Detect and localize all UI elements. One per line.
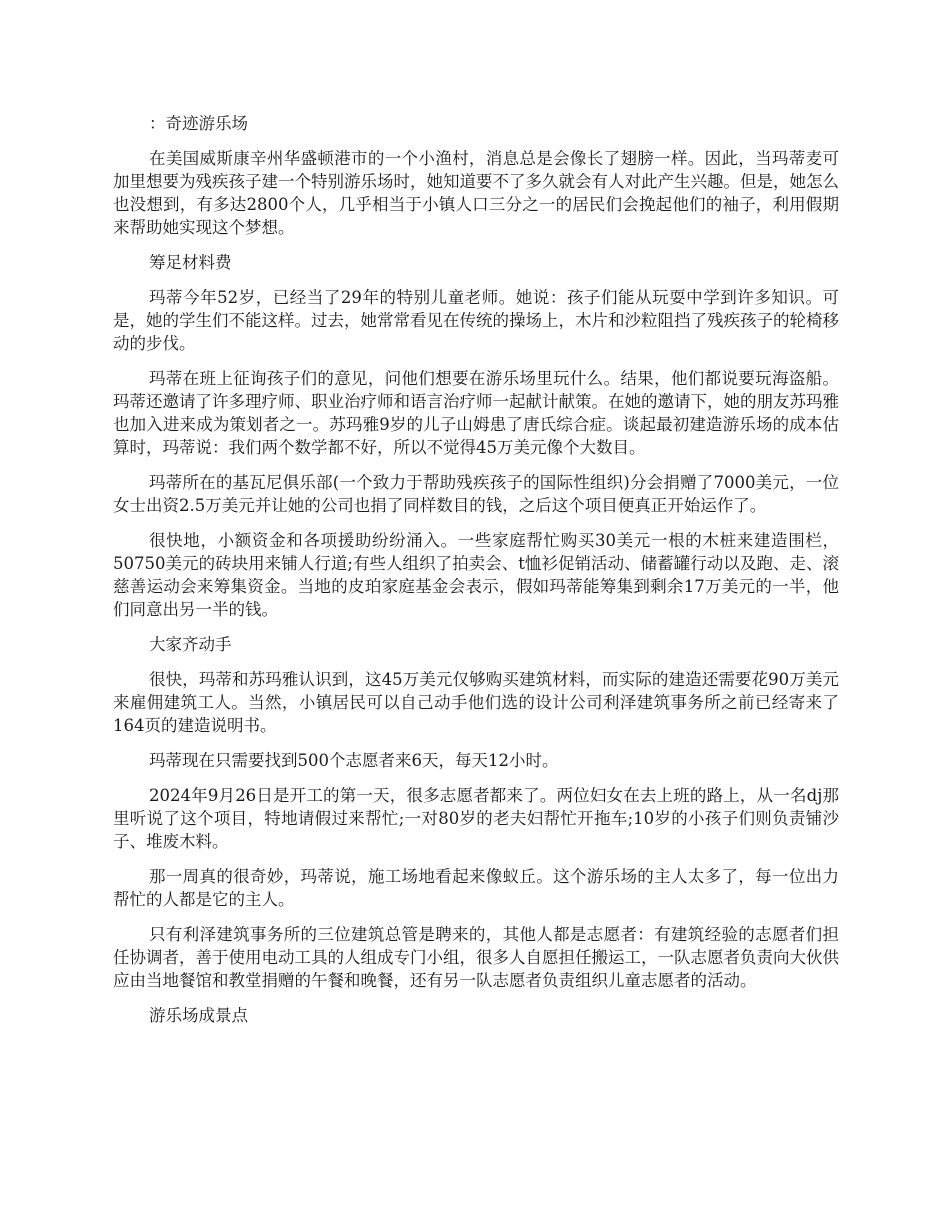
paragraph: 玛蒂在班上征询孩子们的意见，问他们想要在游乐场里玩什么。结果，他们都说要玩海盗船。玛蒂还邀请了许多理疗师、职业治疗师和语言治疗师一起献计献策。在她的邀请下，她的朋友苏玛雅也加入进来成为策划者之一。苏玛雅9岁的儿子山姆患了唐氏综合症。谈起最初建造游乐场的成本估算时，玛蒂说：我们两个数学都不好，所以不觉得45万美元像个大数目。 bbox=[113, 369, 839, 457]
paragraph: 只有利泽建筑事务所的三位建筑总管是聘来的，其他人都是志愿者：有建筑经验的志愿者们担任协调者，善于使用电动工具的人组成专门小组，很多人自愿担任搬运工，一队志愿者负责向大伙供应由当地餐馆和教堂捐赠的午餐和晚餐，还有另一队志愿者负责组织儿童志愿者的活动。 bbox=[113, 925, 839, 990]
paragraph: 2024年9月26日是开工的第一天，很多志愿者都来了。两位妇女在去上班的路上，从一名dj那里听说了这个项目，特地请假过来帮忙;一对80岁的老夫妇帮忙开拖车;10岁的小孩子们则负责铺沙子、堆废木料。 bbox=[113, 786, 839, 851]
paragraph: 很快，玛蒂和苏玛雅认识到，这45万美元仅够购买建筑材料，而实际的建造还需要花90万美元来雇佣建筑工人。当然，小镇居民可以自己动手他们选的设计公司利泽建筑事务所之前已经寄来了164页的建造说明书。 bbox=[113, 670, 839, 735]
paragraph: 那一周真的很奇妙，玛蒂说，施工场地看起来像蚁丘。这个游乐场的主人太多了，每一位出力帮忙的人都是它的主人。 bbox=[113, 867, 839, 909]
paragraph: 玛蒂今年52岁，已经当了29年的特别儿童老师。她说：孩子们能从玩耍中学到许多知识。可是，她的学生们不能这样。过去，她常常看见在传统的操场上，木片和沙粒阻挡了残疾孩子的轮椅移动的步伐。 bbox=[113, 288, 839, 353]
section-heading: 游乐场成景点 bbox=[149, 1006, 248, 1025]
document-page bbox=[113, 112, 839, 1039]
section-heading: 筹足材料费 bbox=[149, 253, 232, 272]
document-title: ：奇迹游乐场 bbox=[149, 114, 248, 133]
paragraph: 玛蒂现在只需要找到500个志愿者来6天，每天12小时。 bbox=[149, 751, 559, 770]
section-heading: 大家齐动手 bbox=[149, 635, 232, 654]
paragraph: 很快地，小额资金和各项援助纷纷涌入。一些家庭帮忙购买30美元一根的木桩来建造围栏，50750美元的砖块用来铺人行道;有些人组织了拍卖会、t恤衫促销活动、储蓄罐行动以及跑、走、滚慈善运动会来筹集资金。当地的皮珀家庭基金会表示，假如玛蒂能筹集到剩余17万美元的一半，他们同意出另一半的钱。 bbox=[113, 531, 839, 619]
paragraph: 玛蒂所在的基瓦尼俱乐部(一个致力于帮助残疾孩子的国际性组织)分会捐赠了7000美元，一位女士出资2.5万美元并让她的公司也捐了同样数目的钱，之后这个项目便真正开始运作了。 bbox=[113, 473, 839, 515]
paragraph: 在美国威斯康辛州华盛顿港市的一个小渔村，消息总是会像长了翅膀一样。因此，当玛蒂麦可加里想要为残疾孩子建一个特别游乐场时，她知道要不了多久就会有人对此产生兴趣。但是，她怎么也没想到，有多达2800个人，几乎相当于小镇人口三分之一的居民们会挽起他们的袖子，利用假期来帮助她实现这个梦想。 bbox=[113, 149, 839, 237]
